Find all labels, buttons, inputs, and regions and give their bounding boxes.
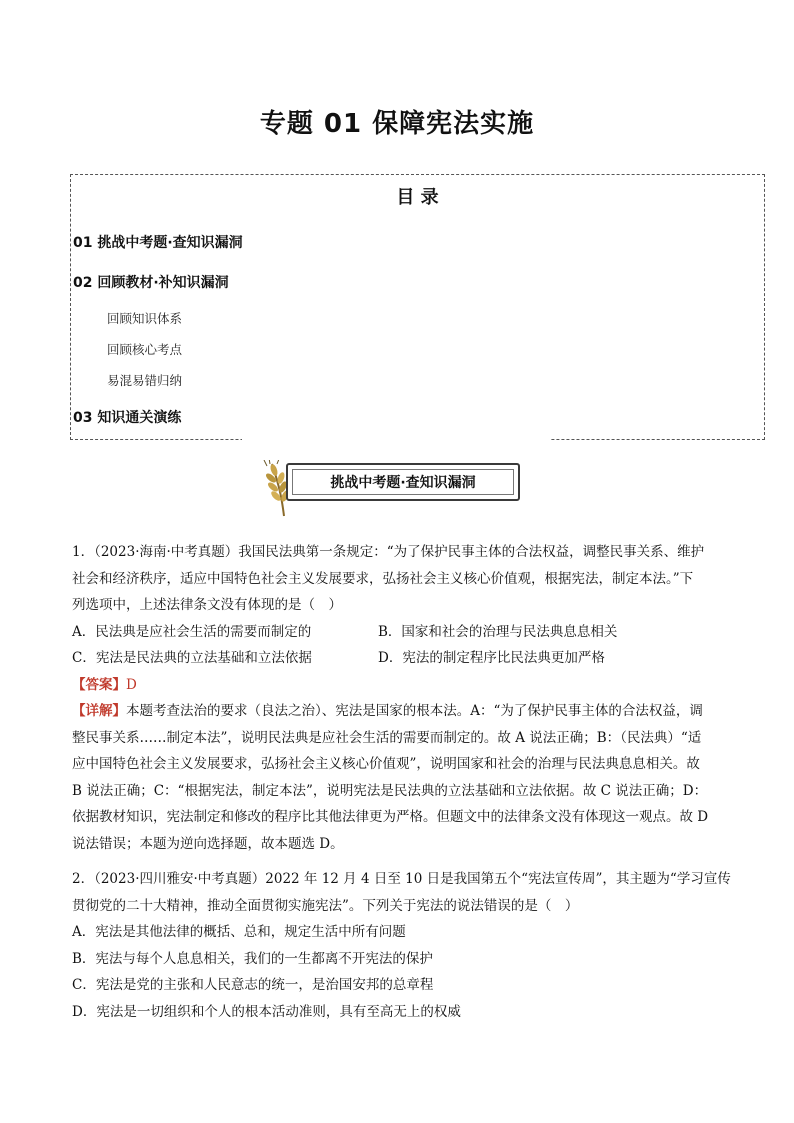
explanation-line: 说法错误；本题为逆向选择题，故本题选 D。 [72, 835, 344, 852]
question-1-stem-line: 1．（2023·海南·中考真题）我国民法典第一条规定：“为了保护民事主体的合法权益，调整民事关系、维护 [72, 544, 705, 560]
answer-value: D [126, 676, 137, 693]
question-2-stem-line: 2．（2023·四川雅安·中考真题）2022 年 12 月 4 日至 10 日是我国第五个“宪法宣传周”，其主题为“学习宣传 [72, 871, 731, 887]
banner-plate [286, 463, 520, 501]
question-1-stem-line: 社会和经济秩序，适应中国特色社会主义发展要求，弘扬社会主义核心价值观，根据宪法，制定本法。”下 [72, 570, 694, 587]
option-d[interactable]: D．宪法的制定程序比民法典更加严格 [378, 650, 605, 666]
option-b[interactable]: B．宪法与每个人息息相关，我们的一生都离不开宪法的保护 [72, 950, 433, 967]
toc-item-01[interactable]: 01 挑战中考题·查知识漏洞 [73, 235, 243, 251]
toc-item-02[interactable]: 02 回顾教材·补知识漏洞 [73, 275, 229, 291]
explanation [72, 698, 732, 725]
option-a[interactable]: A．民法典是应社会生活的需要而制定的 [72, 623, 312, 640]
page-title: 专题 01 保障宪法实施 [259, 109, 535, 139]
question-2-stem-line: 贯彻党的二十大精神，推动全面贯彻实施宪法”。下列关于宪法的说法错误的是（ ） [72, 897, 579, 914]
option-c[interactable]: C．宪法是党的主张和人民意志的统一，是治国安邦的总章程 [72, 977, 434, 993]
answer-label: 【答案】 [72, 676, 126, 693]
explanation-line: 依据教材知识，宪法制定和修改的程序比其他法律更为严格。但题文中的法律条文没有体现这一观点。故 D [72, 809, 709, 825]
toc-heading: 目 录 [396, 187, 439, 208]
table-of-contents [70, 174, 765, 440]
question-1-stem-line: 列选项中，上述法律条文没有体现的是（ ） [72, 597, 342, 613]
option-b[interactable]: B．国家和社会的治理与民法典息息相关 [378, 623, 618, 640]
question-1-options-row [72, 619, 732, 646]
question-1 [72, 539, 732, 857]
toc-border-gap [242, 438, 550, 442]
explanation-line: 应中国特色社会主义发展要求，弘扬社会主义核心价值观”，说明国家和社会的治理与民法典息息相关。故 [72, 756, 700, 772]
toc-subitem-common-mistakes[interactable]: 易混易错归纳 [107, 373, 183, 388]
answer-line [72, 672, 732, 699]
option-c[interactable]: C．宪法是民法典的立法基础和立法依据 [72, 650, 312, 666]
section-banner [262, 460, 522, 516]
explanation-line: B 说法正确；C：“根据宪法，制定本法”，说明宪法是民法典的立法基础和立法依据。故 C 说法正确；D： [72, 782, 708, 799]
banner-label: 挑战中考题·查知识漏洞 [292, 469, 514, 495]
explanation-label: 【详解】 [72, 703, 126, 719]
toc-item-03[interactable]: 03 知识通关演练 [73, 410, 182, 426]
explanation-line: 整民事关系……制定本法”，说明民法典是应社会生活的需要而制定的。故 A 说法正确；B：（民法典）“适 [72, 729, 702, 746]
option-d[interactable]: D．宪法是一切组织和个人的根本活动准则，具有至高无上的权威 [72, 1003, 461, 1020]
question-2 [72, 866, 732, 1025]
explanation-line: 本题考查法治的要求（良法之治）、宪法是国家的根本法。A：“为了保护民事主体的合法权益，调 [126, 703, 703, 719]
question-1-options-row [72, 645, 732, 672]
toc-subitem-knowledge-system[interactable]: 回顾知识体系 [107, 311, 183, 326]
option-a[interactable]: A．宪法是其他法律的概括、总和，规定生活中所有问题 [72, 924, 406, 940]
toc-subitem-core-points[interactable]: 回顾核心考点 [107, 342, 183, 357]
